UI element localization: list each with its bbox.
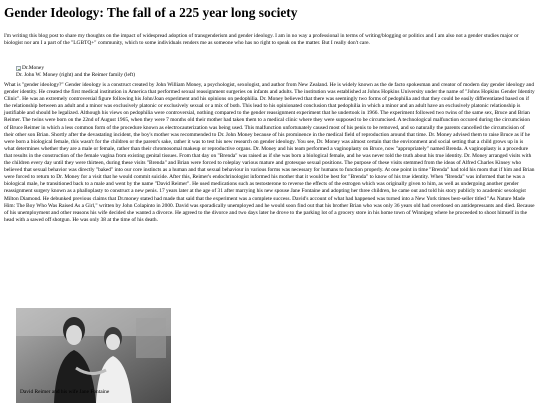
image-alt-text: Dr.Money [22, 65, 45, 71]
intro-paragraph: I'm writing this blog post to share my thoughts on the impact of widespread adoption of transgenderism and gender ideology. I am in no way a professional in terms of writing/blogging or politics and I am also not a gender studies major or biologist nor am I a part of the "LGBTQ+" community, which to some individuals renders me as someone who has no right to speak on the matter. But I really don't care. [4, 33, 519, 47]
broken-image-icon [16, 66, 21, 71]
figure-caption: Dr. John W. Money (right) and the Reimer family (left) [16, 72, 136, 79]
figure-money [16, 65, 216, 79]
body-paragraph: What is "gender ideology?" Gender ideology is a construct created by John William Money, a psychologist, sexologist, and author from New Zealand. He is widely known as the de facto spokesman and creator of modern day gender ideology and gender identity. He created the first medical institution in America that performed sexual reassignment surgeries on infants and adults. The institution was established at Johns Hopkins University under the name of "Johns Hopkins Gender Identity Clinic". He was an extremely controversial figure following his John/Joan experiment and his opinions on pedophilia. Dr. Money believed that there was seemingly two forms of pedophilia and that they could be easily differentiated based on if the relationship between an adult and a minor was exclusively platonic or exclusively sexual or a mix of both. This lead to his opinionated conclusion that pedophilia in which a minor and an adult have an exclusively platonic relationship is justifiable and should be legalized. Although his views on pedophilia were controversial, nothing compared to the gender reassignment experiment that he undertook in 1966. The experiment followed two twins of the same sex, Bruce and Brian Reimer. The twins were born on the 22nd of August 1965, when they were 7 months old their mother had taken them to a medical clinic where they were supposed to be circumcised. A technological malfunction occured during the circumcision of Bruce Reimer in which a less common form of the procedure known as electrocauterization was being used. This malfunction unfortunately caused most of his penis to be removed, and so naturally the parents cancelled the circumcision of their other son Brian. Shortly after the devastating incident, the boy's mother was recommended to Dr. John Money because of his prominence in the medical field of reproduction around that time. Dr. Money advised them to raise Bruce as if he were born a biological female, this wasn't for the children or the parent's sake, rather it was to test his new research on gender ideology. You see, Dr. Money was almost certain that the environment and social setting that a child grows up in is what determines whether they are a male or female, rather than their chromosomal makeup or reproductive organs. Dr. Money and his team performed a vaginoplasty on Bruce, now "appropriately" named Brenda. A vaginoplasty is a procedure that results in the construction of the female vagina from existing genital tissues. From that day on "Brenda" was raised as if she was born a biological female, and he was never told the truth about his true identity. Dr. Money arranged visits with the children every day until they were thirteen, during these visits "Brenda" and Brian were forced to roleplay various mature and grotesque sexual positions. The purpose of these visits stemmed from the ideas of Alfred Charles Kinsey who believed that sexual behavior was directly "baked" into our core instincts as a human and that sexual behaviour in various forms was necessary for humans to function properly. At one point in time "Brenda" had told his mom that if him and Brian were forced to return to Dr. Money for a visit that he would commit suicide. After this, Reimer's endochrinologist informed his mother that it would be best for "Brenda" to know of his true identity. When "Brenda" was informed that he was a biological male, he transitioned back to a male and went by the name "David Reimer". He used medications such as testosterone to reverse the effects of the estrogen which was originally given to him, as well as undergoing another gender reassignment surgery known as a phalloplasty to construct a new penis. 17 years later at the age of 31 after marrying his new spouse Jane Fontaine and adopting her three children, he came out and told his story publicly to academic sexologist Milton Diamond. He debunked previous claims that Dr.money stated had made that said that the experiment was a complete success. David's account of what had happened was turned into a New York times best-seller titled "As Nature Made Him: The Boy Who Was Raised As a Girl," written by John Colapinto in 2000. David was sporadically unemployed and he would soon find out that his brother Brian who was only 36 years old had overdosed on antidepressants and died. Because of his unemployment and other reasons his wife decided she wanted a divorce. He agreed to the divorce and two days later he drove to the parking lot of a grocery store in his home town of Winnipeg where he proceeded to shoot himself in the head with a sawed off shotgun. He was only 38 at the time of his death. [4, 82, 535, 223]
photo-caption: David Reimer and his wife Jane Fontaine [20, 389, 110, 395]
post-title: Gender Ideology: The fall of a 225 year long society [4, 5, 298, 20]
